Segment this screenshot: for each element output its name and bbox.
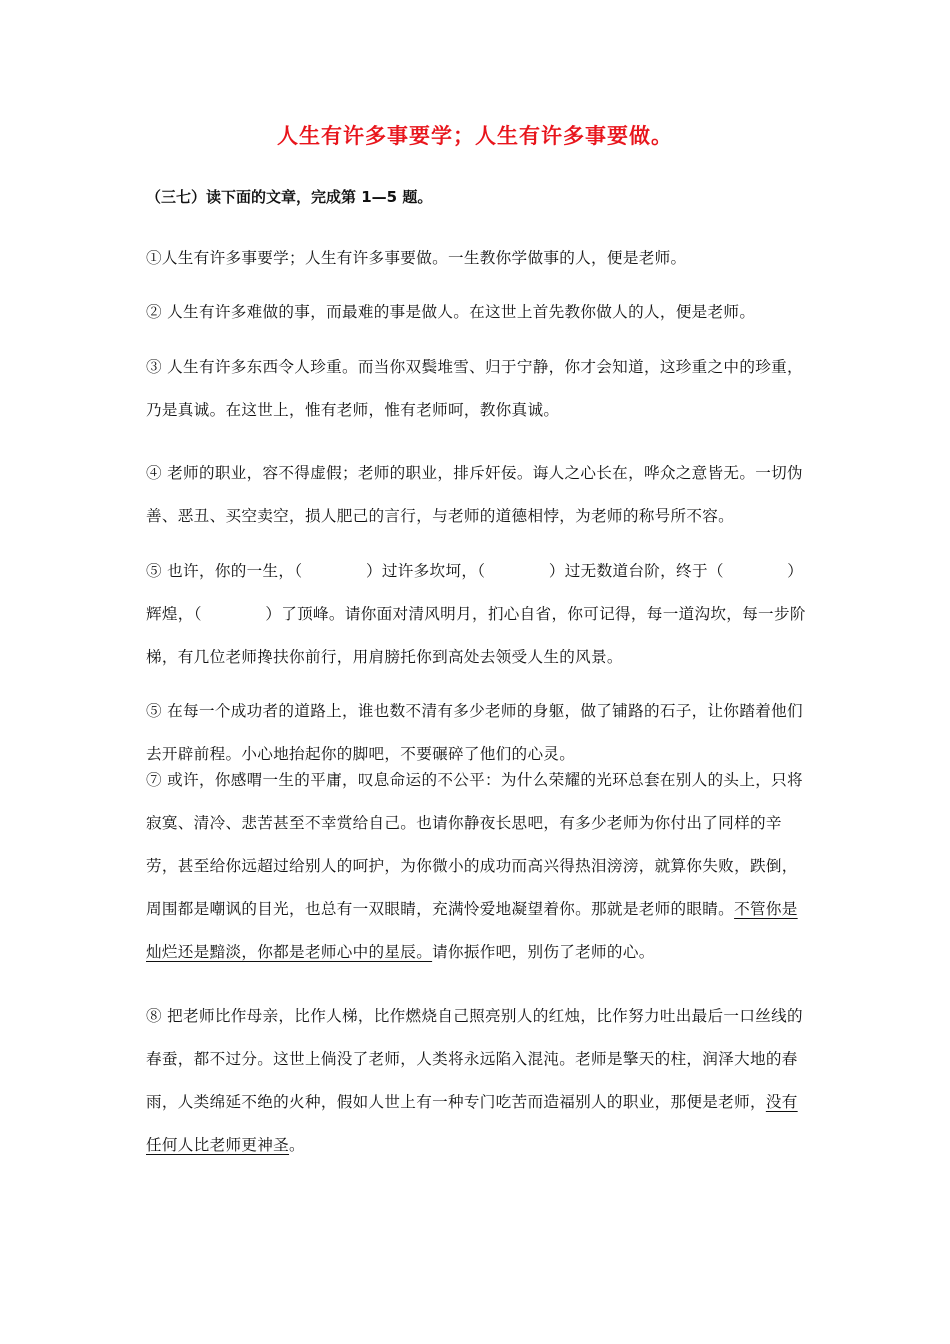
paragraph-6: ⑤ 在每一个成功者的道路上，谁也数不清有多少老师的身躯，做了铺路的石子，让你踏着他们去开辟前程。小心地抬起你的脚吧，不要碾碎了他们的心灵。	[146, 702, 803, 763]
paragraph-5: ⑤ 也许，你的一生，（ ）过许多坎坷，（ ）过无数道台阶，终于（ ）辉煌，（ ）了顶峰。请你面对清风明月，扪心自省，你可记得，每一道沟坎，每一步阶梯，有几位老师搀扶你前行，用肩膀托你到高处去领受人生的风景。	[146, 562, 806, 666]
paragraph-8	[146, 995, 808, 1167]
paragraph-2: ② 人生有许多难做的事，而最难的事是做人。在这世上首先教你做人的人，便是老师。	[146, 303, 756, 321]
paragraph-8-text: ⑧ 把老师比作母亲，比作人梯，比作燃烧自己照亮别人的红烛，比作努力吐出最后一口丝线的春蚕，都不过分。这世上倘没了老师，人类将永远陷入混沌。老师是擎天的柱，润泽大地的春雨，人类绵延不绝的火种，假如人世上有一种专门吃苦而造福别人的职业，那便是老师，	[146, 1007, 803, 1111]
paragraph-1: ①人生有许多事要学；人生有许多事要做。一生教你学做事的人，便是老师。	[146, 249, 687, 267]
paragraph-3: ③ 人生有许多东西令人珍重。而当你双鬓堆雪、归于宁静，你才会知道，这珍重之中的珍重，乃是真诚。在这世上，惟有老师，惟有老师呵，教你真诚。	[146, 358, 803, 419]
paragraph-4: ④ 老师的职业，容不得虚假；老师的职业，排斥奸佞。诲人之心长在，哗众之意皆无。一切伪善、恶丑、买空卖空，损人肥己的言行，与老师的道德相悖，为老师的称号所不容。	[146, 464, 803, 525]
reading-instruction: （三七）读下面的文章，完成第 1—5 题。	[146, 188, 433, 206]
paragraph-8-text-end: 。	[289, 1136, 305, 1154]
paragraph-7	[146, 759, 808, 974]
paragraph-7-underlined-sentence: 不管你是灿烂还是黯淡，你都是老师心中的星辰。	[146, 900, 798, 961]
paragraph-7-text: ⑦ 或许，你感喟一生的平庸，叹息命运的不公平：为什么荣耀的光环总套在别人的头上，只将寂寞、清冷、悲苦甚至不幸赏给自己。也请你静夜长思吧，有多少老师为你付出了同样的辛劳，甚至给你远超过给别人的呵护，为你微小的成功而高兴得热泪滂滂，就算你失败，跌倒，周围都是嘲讽的目光，也总有一双眼睛，充满怜爱地凝望着你。那就是老师的眼睛。	[146, 771, 803, 918]
document-title: 人生有许多事要学；人生有许多事要做。	[277, 124, 673, 148]
paragraph-7-text-end: 请你振作吧，别伤了老师的心。	[432, 943, 655, 961]
paragraph-8-underlined-sentence: 没有任何人比老师更神圣	[146, 1093, 798, 1154]
